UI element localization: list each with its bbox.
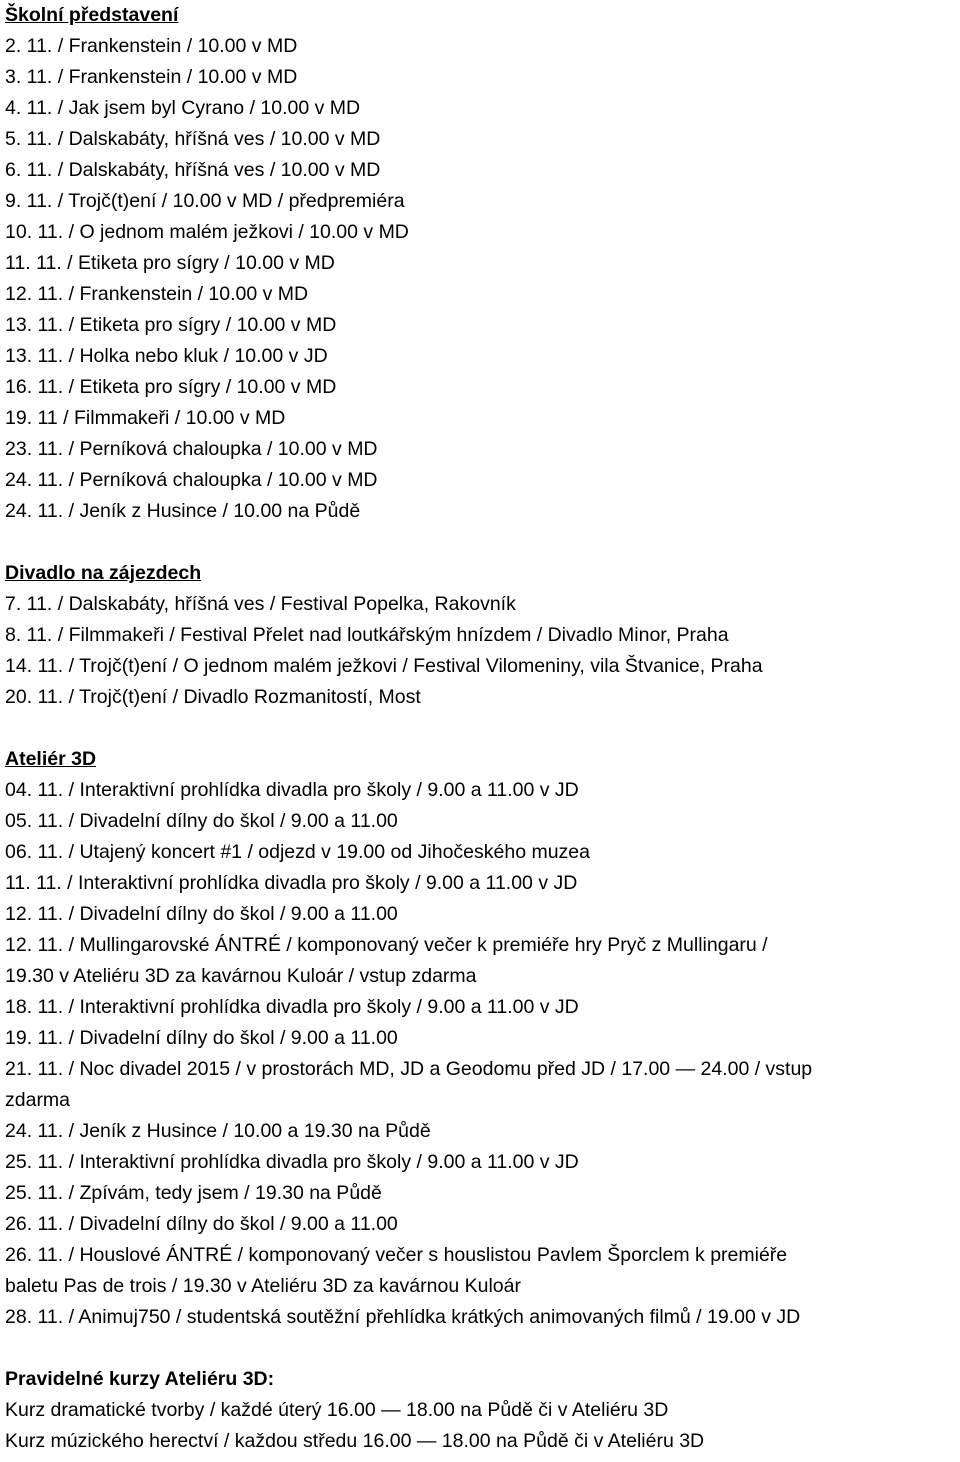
section-pravidelne-kurzy <box>5 1364 957 1457</box>
list-item: 18. 11. / Interaktivní prohlídka divadla pro školy / 9.00 a 11.00 v JD <box>5 996 579 1018</box>
list-item: 26. 11. / Houslové ÁNTRÉ / komponovaný večer s houslistou Pavlem Šporclem k premiéře <box>5 1244 788 1266</box>
list-item: 8. 11. / Filmmakeři / Festival Přelet nad loutkářským hnízdem / Divadlo Minor, Praha <box>5 624 729 646</box>
list-item: 6. 11. / Dalskabáty, hříšná ves / 10.00 v MD <box>5 159 381 181</box>
list-item: 12. 11. / Mullingarovské ÁNTRÉ / komponovaný večer k premiéře hry Pryč z Mullingaru / <box>5 934 768 956</box>
list-item: 19. 11. / Divadelní dílny do škol / 9.00 a 11.00 <box>5 1027 398 1049</box>
section-skolni-predstaveni <box>5 0 957 527</box>
list-item: 28. 11. / Animuj750 / studentská soutěžní přehlídka krátkých animovaných filmů / 19.00 v JD <box>5 1306 801 1328</box>
list-item: 5. 11. / Dalskabáty, hříšná ves / 10.00 v MD <box>5 128 381 150</box>
list-item: 3. 11. / Frankenstein / 10.00 v MD <box>5 66 298 88</box>
document <box>5 0 957 1457</box>
list-item: 25. 11. / Zpívám, tedy jsem / 19.30 na Půdě <box>5 1182 382 1204</box>
list-item: Kurz dramatické tvorby / každé úterý 16.00 — 18.00 na Půdě či v Ateliéru 3D <box>5 1399 669 1421</box>
section-heading: Ateliér 3D <box>5 748 97 770</box>
list-item-continuation: 19.30 v Ateliéru 3D za kavárnou Kuloár / vstup zdarma <box>5 965 477 987</box>
list-item: 24. 11. / Jeník z Husince / 10.00 a 19.30 na Půdě <box>5 1120 431 1142</box>
list-item: 16. 11. / Etiketa pro sígry / 10.00 v MD <box>5 376 337 398</box>
list-item: 7. 11. / Dalskabáty, hříšná ves / Festival Popelka, Rakovník <box>5 593 516 615</box>
list-item: 14. 11. / Trojč(t)ení / O jednom malém ježkovi / Festival Vilomeniny, vila Štvanice, Praha <box>5 655 763 677</box>
section-divadlo-na-zajezdech <box>5 558 957 713</box>
list-item: 25. 11. / Interaktivní prohlídka divadla pro školy / 9.00 a 11.00 v JD <box>5 1151 579 1173</box>
section-spacer <box>5 527 957 558</box>
list-item: 06. 11. / Utajený koncert #1 / odjezd v 19.00 od Jihočeského muzea <box>5 841 590 863</box>
list-item: 24. 11. / Perníková chaloupka / 10.00 v MD <box>5 469 378 491</box>
list-item: 05. 11. / Divadelní dílny do škol / 9.00 a 11.00 <box>5 810 398 832</box>
list-item-continuation: zdarma <box>5 1089 71 1111</box>
section-heading: Pravidelné kurzy Ateliéru 3D: <box>5 1368 275 1390</box>
list-item-continuation: baletu Pas de trois / 19.30 v Ateliéru 3D za kavárnou Kuloár <box>5 1275 521 1297</box>
list-item: 21. 11. / Noc divadel 2015 / v prostorách MD, JD a Geodomu před JD / 17.00 — 24.00 / vstup <box>5 1058 813 1080</box>
list-item: 12. 11. / Divadelní dílny do škol / 9.00 a 11.00 <box>5 903 398 925</box>
list-item: 13. 11. / Etiketa pro sígry / 10.00 v MD <box>5 314 337 336</box>
list-item: 11. 11. / Interaktivní prohlídka divadla pro školy / 9.00 a 11.00 v JD <box>5 872 578 894</box>
section-heading: Divadlo na zájezdech <box>5 562 202 584</box>
list-item: 9. 11. / Trojč(t)ení / 10.00 v MD / předpremiéra <box>5 190 405 212</box>
list-item: 24. 11. / Jeník z Husince / 10.00 na Půdě <box>5 500 361 522</box>
list-item: Kurz múzického herectví / každou středu 16.00 — 18.00 na Půdě či v Ateliéru 3D <box>5 1430 705 1452</box>
list-item: 19. 11 / Filmmakeři / 10.00 v MD <box>5 407 286 429</box>
list-item: 13. 11. / Holka nebo kluk / 10.00 v JD <box>5 345 328 367</box>
list-item: 20. 11. / Trojč(t)ení / Divadlo Rozmanitostí, Most <box>5 686 421 708</box>
list-item: 12. 11. / Frankenstein / 10.00 v MD <box>5 283 309 305</box>
section-spacer <box>5 713 957 744</box>
list-item: 4. 11. / Jak jsem byl Cyrano / 10.00 v MD <box>5 97 361 119</box>
list-item: 04. 11. / Interaktivní prohlídka divadla pro školy / 9.00 a 11.00 v JD <box>5 779 579 801</box>
section-atelier-3d <box>5 744 957 1333</box>
section-spacer <box>5 1333 957 1364</box>
section-heading: Školní představení <box>5 4 179 26</box>
list-item: 23. 11. / Perníková chaloupka / 10.00 v MD <box>5 438 378 460</box>
list-item: 26. 11. / Divadelní dílny do škol / 9.00 a 11.00 <box>5 1213 398 1235</box>
list-item: 10. 11. / O jednom malém ježkovi / 10.00 v MD <box>5 221 409 243</box>
list-item: 11. 11. / Etiketa pro sígry / 10.00 v MD <box>5 252 335 274</box>
list-item: 2. 11. / Frankenstein / 10.00 v MD <box>5 35 298 57</box>
